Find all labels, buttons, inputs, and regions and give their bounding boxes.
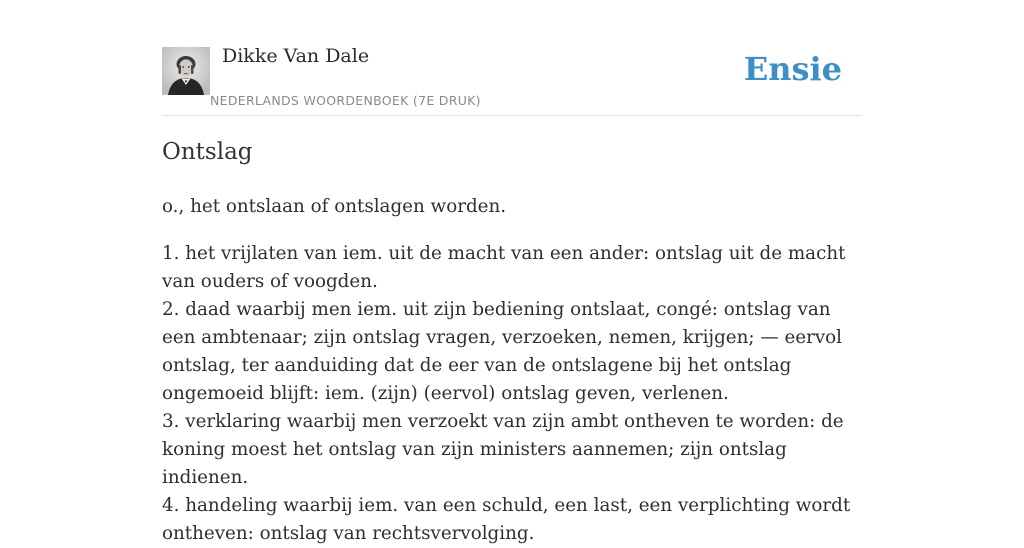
author-avatar[interactable] <box>162 47 210 95</box>
source-label[interactable]: NEDERLANDS WOORDENBOEK (7E DRUK) <box>210 93 481 108</box>
brand-logo-link[interactable]: Ensie <box>743 50 842 88</box>
definition-item: 1. het vrijlaten van iem. uit de macht van een ander: ontslag uit de macht van ouders of voogden. <box>162 243 846 292</box>
portrait-icon <box>162 47 210 95</box>
author-name[interactable]: Dikke Van Dale <box>222 45 370 67</box>
definition-item: 4. handeling waarbij iem. van een schuld, een last, een verplichting wordt ontheven: ontslag van rechtsvervolging. <box>162 495 851 544</box>
page-title: Ontslag <box>162 139 253 165</box>
definition-item: 3. verklaring waarbij men verzoekt van zijn ambt ontheven te worden: de koning moest het ontslag van zijn ministers aannemen; zijn ontslag indienen. <box>162 411 844 488</box>
definition-item: 2. daad waarbij men iem. uit zijn bediening ontslaat, congé: ontslag van een ambtenaar; zijn ontslag vragen, verzoeken, nemen, krijgen; — eervol ontslag, ter aanduiding dat de eer van de ontslagene bij het ontslag ongemoeid blijft: iem. (zijn) (eervol) ontslag geven, verlenen. <box>162 299 843 404</box>
entry-header <box>162 40 862 116</box>
entry-intro: o., het ontslaan of ontslagen worden. <box>162 196 507 217</box>
entry-body <box>162 193 862 548</box>
